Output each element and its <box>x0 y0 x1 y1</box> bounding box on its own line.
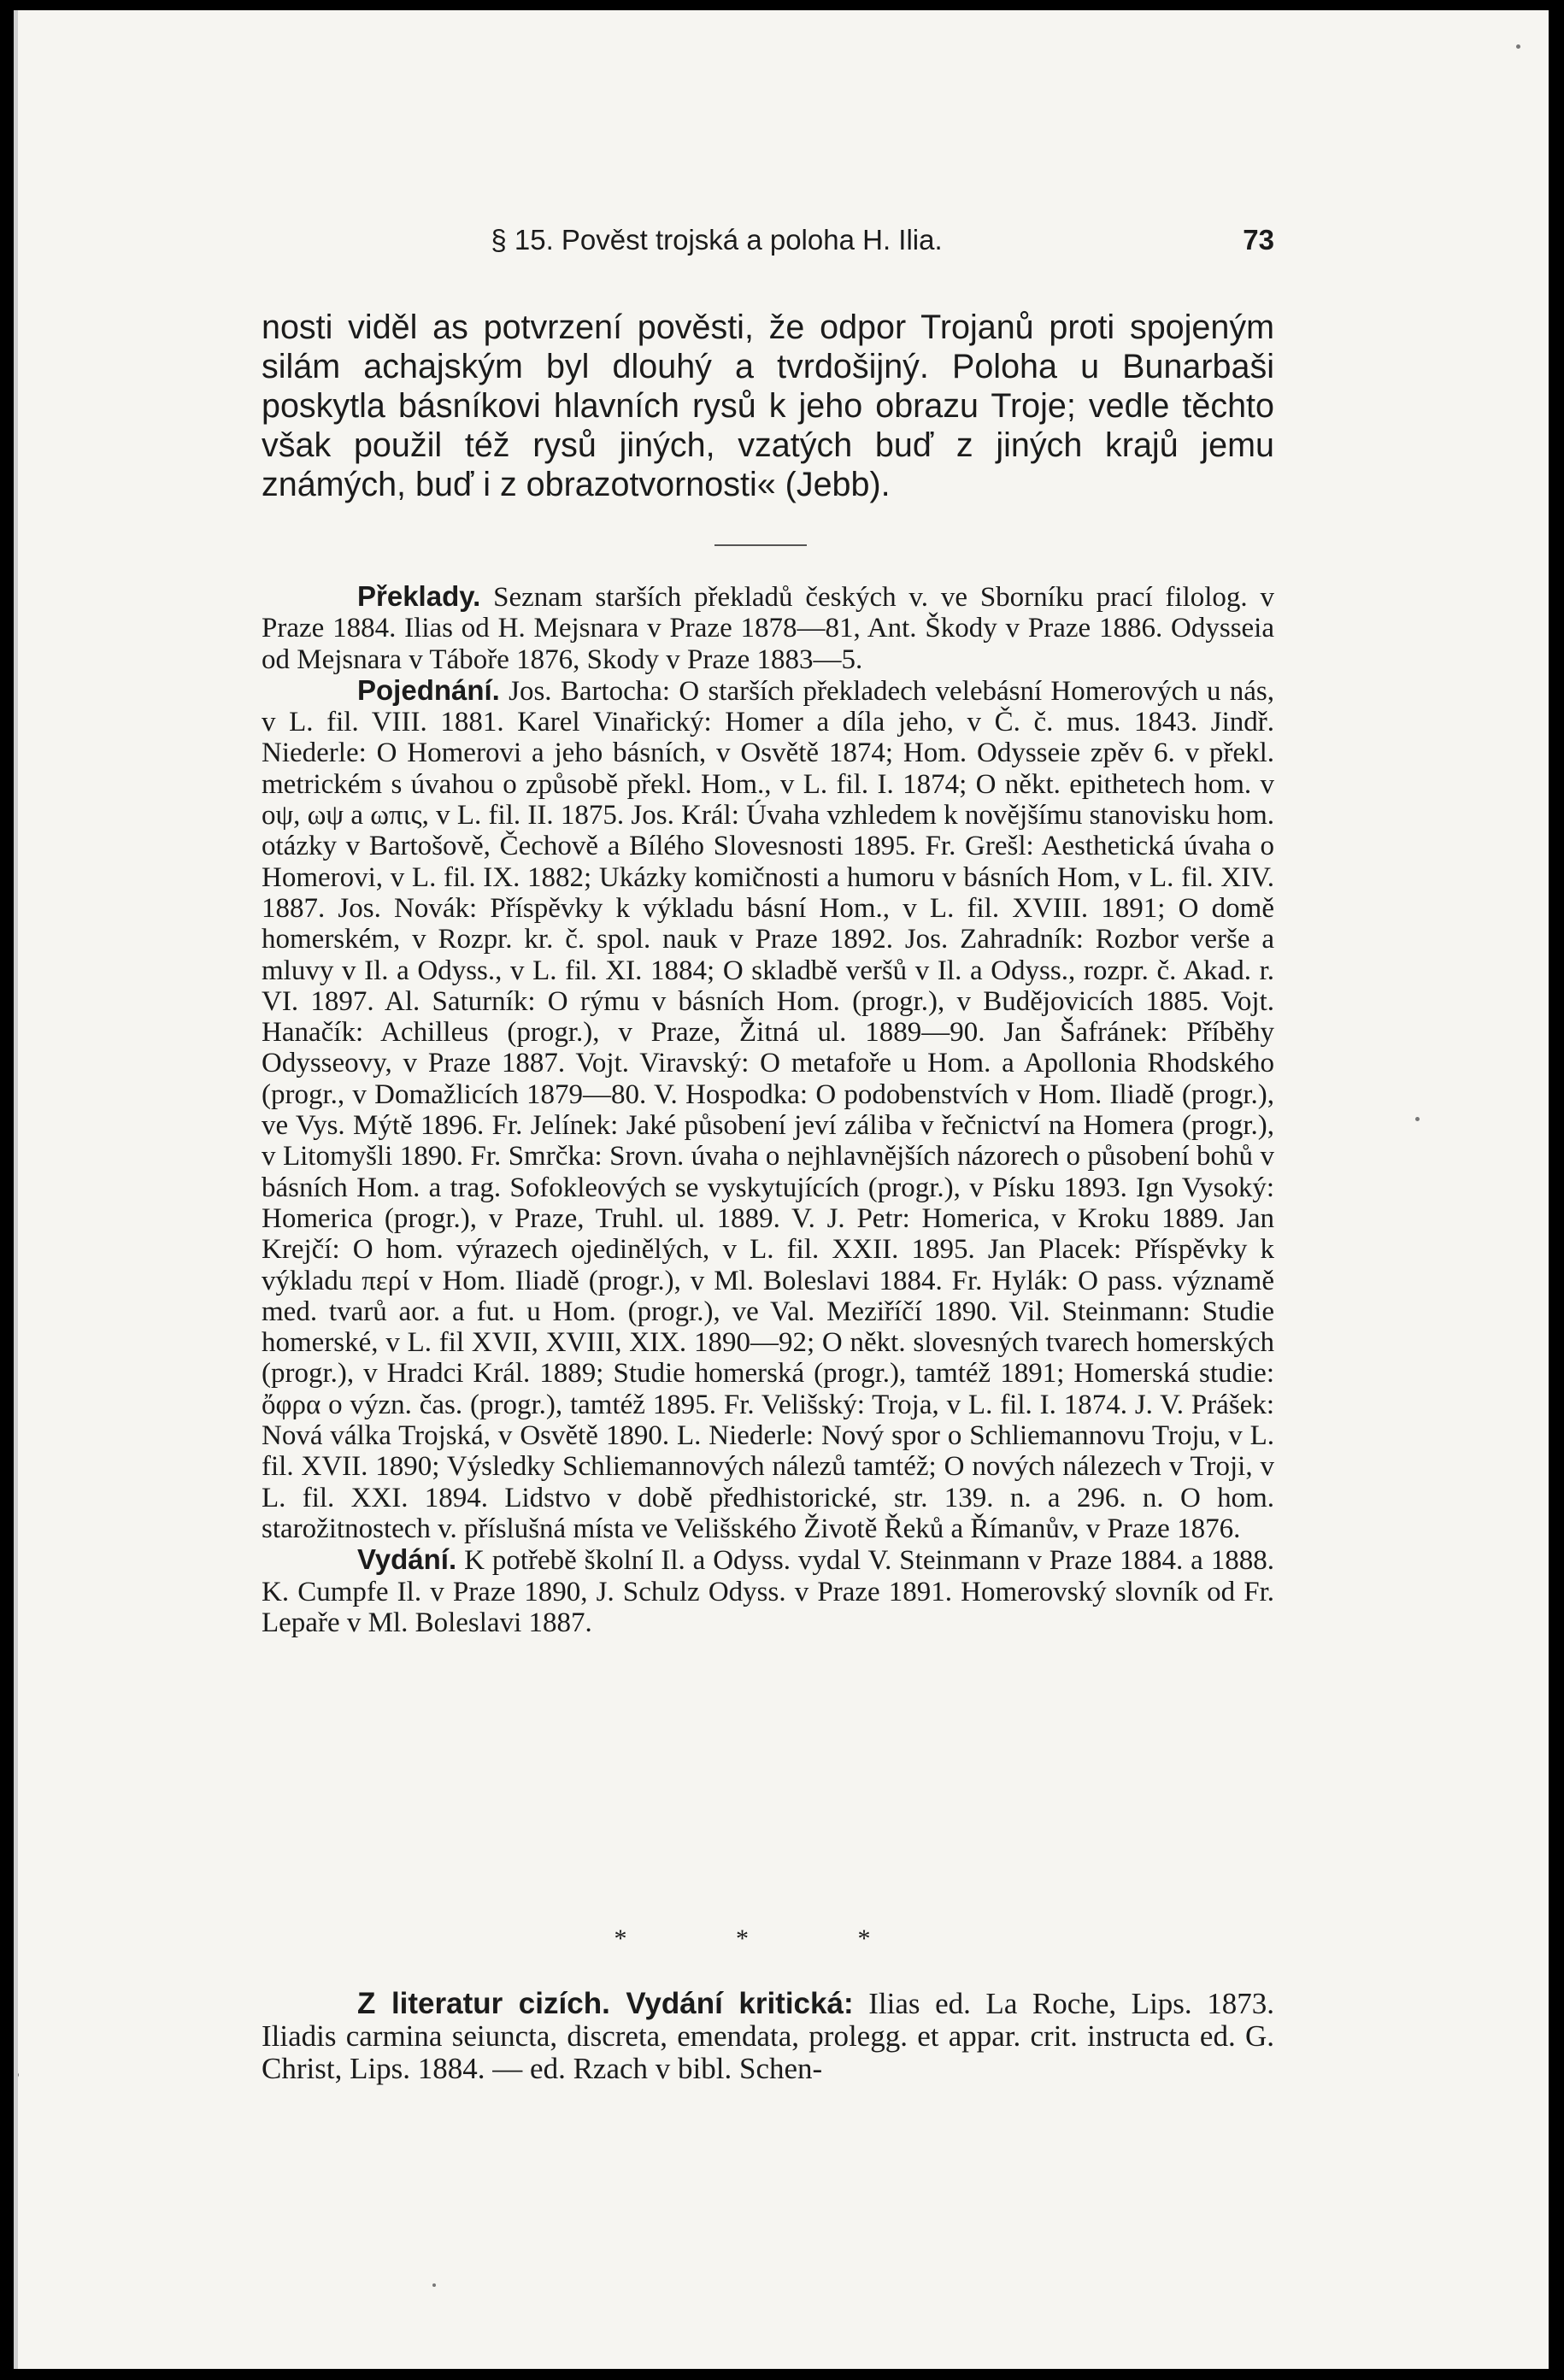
asterism-separator: * * * <box>614 1925 922 1953</box>
scan-speck <box>1415 1117 1420 1121</box>
bibliography-block <box>262 581 1274 1638</box>
scan-edge-shadow <box>14 10 18 2369</box>
preklady-text: Seznam starších překladů českých v. ve Sborníku prací filolog. v Praze 1884. Ilias od H. Mejsnara v Praze 1878—81, Ant. Škody v Praze 1886. Odysseia od Mejsnara v Táboře 1876, Skody v Praze 1883—5. <box>262 582 1275 675</box>
vydani-paragraph <box>262 1544 1274 1638</box>
literatur-heading: Z literatur cizích. Vydání kritická: <box>357 1987 854 2020</box>
preklady-paragraph <box>262 581 1274 675</box>
page-number: 73 <box>1243 224 1274 256</box>
scan-speck <box>432 2283 436 2287</box>
pojednani-paragraph <box>262 675 1274 1544</box>
section-divider <box>714 544 807 546</box>
book-page <box>14 10 1549 2369</box>
literatur-paragraph <box>262 1988 1274 2085</box>
vydani-text: K potřebě školní Il. a Odyss. vydal V. Steinmann v Praze 1884. a 1888. K. Cumpfe Il. v Praze 1890, J. Schulz Odyss. v Praze 1891. Homerovský slovník od Fr. Lepaře v Ml. Boleslavi 1887. <box>262 1545 1275 1638</box>
preklady-heading: Překlady. <box>357 580 481 612</box>
scan-speck <box>1516 44 1520 49</box>
literatur-text: Ilias ed. La Roche, Lips. 1873. Iliadis carmina seiuncta, discreta, emendata, prolegg. et appar. crit. instructa ed. G. Christ, Lips. 1884. — ed. Rzach v bibl. Schen- <box>262 1987 1274 2085</box>
vydani-heading: Vydání. <box>357 1543 457 1576</box>
literatur-block <box>262 1988 1274 2085</box>
pojednani-text: Jos. Bartocha: O starších překladech velebásní Homerových u nás, v L. fil. VIII. 1881. Karel Vinařický: Homer a díla jeho, v Č. č. mus. 1843. Jindř. Niederle: O Homerovi a jeho básních, v Osvětě 1874; Hom. Odysseie zpěv 6. v překl. metrickém s úvahou o způsobě překl. Hom., v L. fil. I. 1874; O někt. epithetech hom. v οψ, ωψ a ωπις, v L. fil. II. 1875. Jos. Král: Úvaha vzhledem k novějšímu stanovisku hom. otázky v Bartošově, Čechově a Bílého Slovesnosti 1895. Fr. Grešl: Aesthetická úvaha o Homerovi, v L. fil. IX. 1882; Ukázky komičnosti a humoru v básních Hom, v L. fil. XIV. 1887. Jos. Novák: Příspěvky k výkladu básní Hom., v L. fil. XVIII. 1891; O domě homerském, v Rozpr. kr. č. spol. nauk v Praze 1892. Jos. Zahradník: Rozbor verše a mluvy v Il. a Odyss., v L. fil. XI. 1884; O skladbě veršů v Il. a Odyss., rozpr. č. Akad. r. VI. 1897. Al. Saturník: O rýmu v básních Hom. (progr.), v Budějovicích 1885. Vojt. Hanačík: Achilleus (progr.), v Praze, Žitná ul. 1889—90. Jan Šafránek: Příběhy Odysseovy, v Praze 1887. Vojt. Viravský: O metafoře u Hom. a Apollonia Rhodského (progr., v Domažlicích 1879—80. V. Hospodka: O podobenstvích v Hom. Iliadě (progr.), ve Vys. Mýtě 1896. Fr. Jelínek: Jaké působení jeví záliba v řečnictví na Homera (progr.), v Litomyšli 1890. Fr. Smrčka: Srovn. úvaha o nejhlavnějších názorech o působení bohů v básních Hom. a trag. Sofokleových se vyskytujících (progr.), v Písku 1893. Ign Vysoký: Homerica (progr.), v Praze, Truhl. ul. 1889. V. J. Petr: Homerica, v Kroku 1889. Jan Krejčí: O hom. výrazech ojedinělých, v L. fil. XXII. 1895. Jan Placek: Příspěvky k výkladu περί v Hom. Iliadě (progr.), v Ml. Boleslavi 1884. Fr. Hylák: O pass. významě med. tvarů aor. a fut. u Hom. (progr.), ve Val. Meziříčí 1890. Vil. Steinmann: Studie homerské, v L. fil XVII, XVIII, XIX. 1890—92; O někt. slovesných tvarech homerských (progr.), v Hradci Král. 1889; Studie homerská (progr.), tamtéž 1891; Homerská studie: ὄφρα o význ. čas. (progr.), tamtéž 1895. Fr. Velišský: Troja, v L. fil. I. 1874. J. V. Prášek: Nová válka Trojská, v Osvětě 1890. L. Niederle: Nový spor o Schliemannovu Troju, v L. fil. XVII. 1890; Výsledky Schliemannových nálezů tamtéž; O nových nálezech v Troji, v L. fil. XXI. 1894. Lidstvo v době předhistorické, str. 139. n. a 296. n. O hom. starožitnostech v. příslušná místa ve Velišského Životě Řeků a Římanův, v Praze 1876. <box>262 675 1274 1544</box>
running-head-title: § 15. Pověst trojská a poloha H. Ilia. <box>491 224 943 256</box>
intro-paragraph: nosti viděl as potvrzení pověsti, že odpor Trojanů proti spojeným silám achajským byl dlouhý a tvrdošijný. Poloha u Bunarbaši poskytla básníkovi hlavních rysů k jeho obrazu Troje; vedle těchto však použil též rysů jiných, vzatých buď z jiných krajů jemu známých, buď i z obrazotvornosti« (Jebb). <box>262 309 1274 503</box>
pojednani-heading: Pojednání. <box>357 673 500 706</box>
running-header <box>262 224 1274 267</box>
